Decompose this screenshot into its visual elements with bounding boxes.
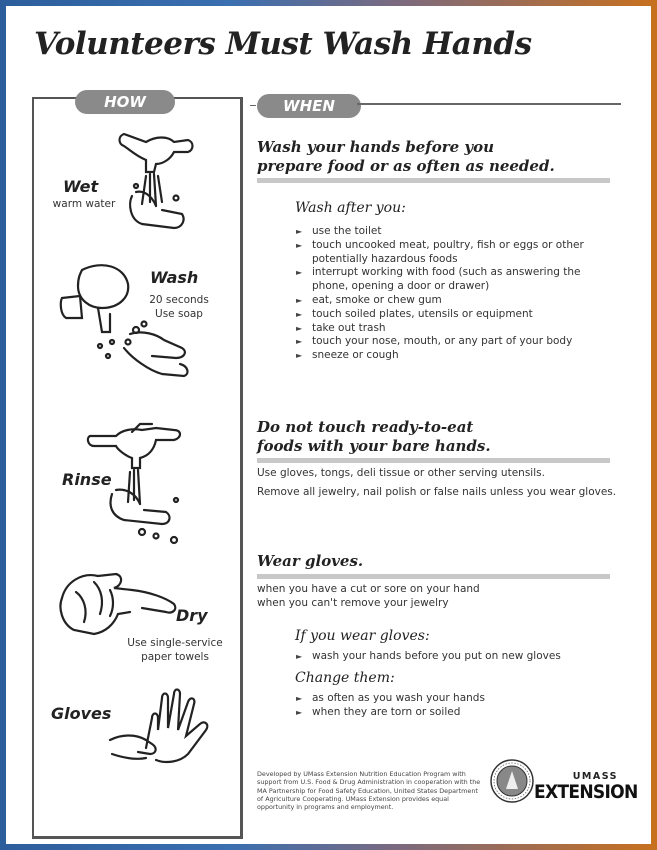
step-wash-detail-2: Use soap [155, 308, 203, 320]
section3-heading: Wear gloves. [257, 552, 364, 570]
change-them-heading: Change them: [295, 670, 395, 686]
list-item: ► sneeze or cough [296, 349, 596, 363]
section1-heading-line1: Wash your hands before you [257, 138, 495, 156]
section2-heading [257, 418, 491, 456]
if-gloves-list [296, 650, 596, 664]
section2-line2: Remove all jewelry, nail polish or false nails unless you wear gloves. [257, 486, 617, 498]
section3-line2: when you can't remove your jewelry [257, 597, 449, 609]
when-label: WHEN [257, 94, 361, 118]
section1-heading-line2: prepare food or as often as needed. [257, 157, 555, 175]
wash-after-heading: Wash after you: [295, 200, 406, 216]
section3-rule [257, 574, 610, 579]
section1-rule [257, 178, 610, 183]
section2-heading-line1: Do not touch ready-to-eat [257, 418, 474, 436]
how-label: HOW [75, 90, 175, 114]
change-them-list [296, 692, 596, 720]
list-item: ► touch your nose, mouth, or any part of your body [296, 335, 596, 349]
step-dry-detail-1: Use single-service [127, 637, 223, 649]
when-divider-left [250, 105, 256, 106]
step-wet-label: Wet [63, 177, 99, 196]
list-item: ► touch soiled plates, utensils or equipment [296, 308, 596, 322]
list-item: ► as often as you wash your hands [296, 692, 596, 706]
section3-line1: when you have a cut or sore on your hand [257, 583, 480, 595]
list-item: ► touch uncooked meat, poultry, fish or eggs or other potentially hazardous foods [296, 239, 596, 267]
step-dry-detail-2: paper towels [141, 651, 209, 663]
footer-credits: Developed by UMass Extension Nutrition Education Program with support from U.S. Food & Drug Administration in cooperation with the MA Partnership for Food Safety Education, United States Department of Agriculture Cooperating. UMass Extension provides equal opportunity in programs and employment. [257, 770, 481, 812]
page-title: Volunteers Must Wash Hands [34, 26, 532, 62]
list-item: ► interrupt working with food (such as answering the phone, opening a door or drawer) [296, 266, 596, 294]
massachusetts-seal-icon [490, 759, 534, 803]
section2-line1: Use gloves, tongs, deli tissue or other serving utensils. [257, 467, 545, 479]
poster [6, 6, 651, 844]
list-item: ► wash your hands before you put on new gloves [296, 650, 596, 664]
list-item: ► eat, smoke or chew gum [296, 294, 596, 308]
list-item: ► use the toilet [296, 225, 596, 239]
step-wash-label: Wash [150, 268, 199, 287]
gloves-illustration [106, 688, 216, 766]
umass-logo-top: UMASS [572, 771, 618, 782]
if-gloves-heading: If you wear gloves: [295, 628, 430, 644]
section2-heading-line2: foods with your bare hands. [257, 437, 491, 455]
step-wet-detail: warm water [52, 198, 116, 210]
dry-towel-illustration [54, 568, 184, 640]
step-wash-detail-1: 20 seconds [149, 294, 209, 306]
step-dry-label: Dry [176, 606, 208, 625]
step-rinse-label: Rinse [62, 470, 112, 489]
list-item: ► when they are torn or soiled [296, 706, 596, 720]
wash-after-list [296, 225, 596, 363]
wet-faucet-illustration [116, 124, 196, 239]
section1-heading [257, 138, 555, 176]
list-item: ► take out trash [296, 322, 596, 336]
step-gloves-label: Gloves [51, 704, 112, 723]
section2-rule [257, 458, 610, 463]
when-divider [357, 103, 621, 105]
umass-logo-bottom: EXTENSION [534, 781, 638, 803]
